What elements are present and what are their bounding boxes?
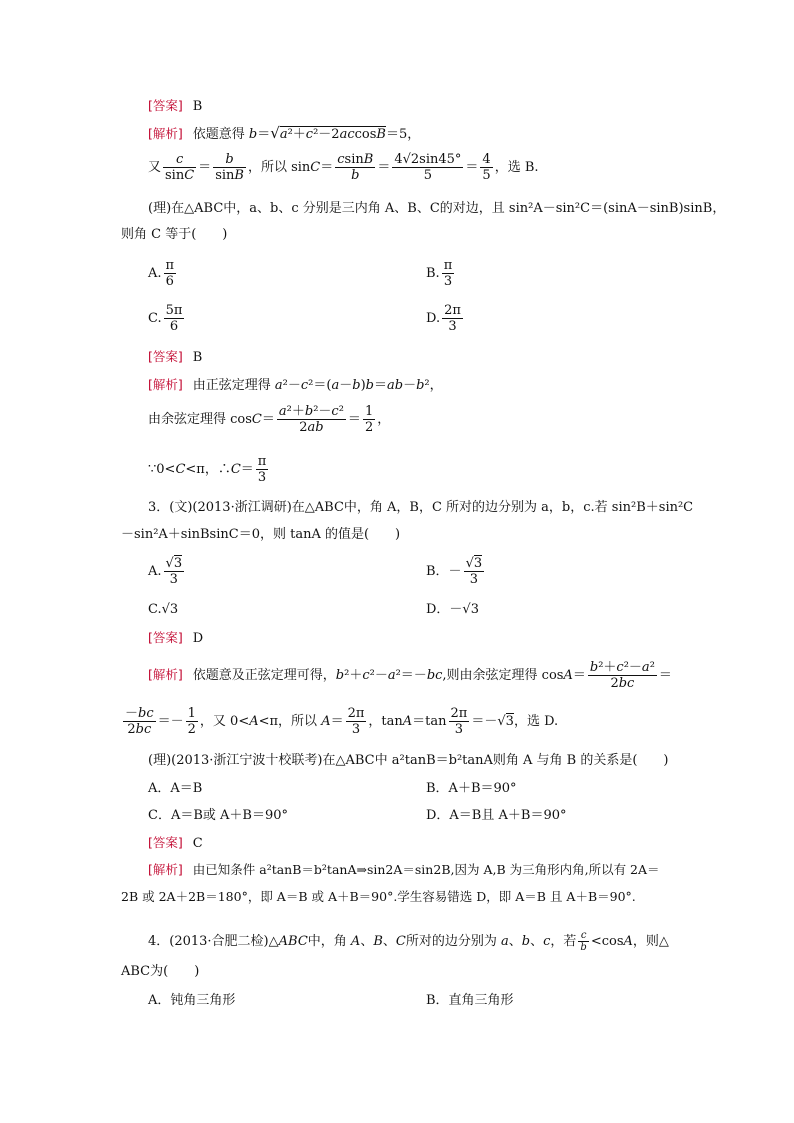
q3a-option-c: C.√3	[148, 602, 179, 617]
q3a-option-b: B．－ $\frac{√3}{3}$	[426, 556, 483, 587]
q4-stem-line1: 4．(2013·合肥二检)△ABC中，角 A、B、C所对的边分别为 a、b、c，若 $\frac{c}{b}$ <cosA，则△	[148, 930, 669, 953]
q3b-option-c: C．A＝B或 A＋B＝90°	[148, 808, 289, 823]
q3a-option-a: A. $\frac{√3}{3}$	[148, 556, 183, 587]
q2b-option-a: A. $\frac{\pi}{6}$	[148, 258, 175, 289]
analysis-tag: [解析]	[148, 377, 183, 392]
q3a-analysis-line2: $\frac{-bc}{2bc}$ ＝－ $\frac{1}{2}$ ，又 0<A<π，所以 A＝ $\frac{2\pi}{3}$ ，tanA＝tan $\frac{2\pi}{3}$ ＝－√3，选 D.	[125, 706, 559, 737]
q2a-answer: B	[192, 99, 203, 114]
answer-tag: [答案]	[148, 98, 183, 113]
analysis-tag: [解析]	[148, 126, 183, 141]
q3a-stem-line2: －sin²A＋sinBsinC＝0，则 tanA 的值是( )	[121, 527, 401, 542]
q3a-answer-line	[148, 629, 203, 648]
q2b-stem-line1: (理)在△ABC中，a、b、c 分别是三内角 A、B、C的对边，且 sin²A－sin²C＝(sinA－sinB)sinB，	[148, 201, 726, 216]
q3a-stem-line1: 3．(文)(2013·浙江调研)在△ABC中，角 A，B，C 所对的边分别为 a，b，c.若 sin²B＋sin²C	[148, 500, 694, 515]
q3a-option-d: D．－√3	[426, 602, 479, 617]
answer-tag: [答案]	[148, 835, 183, 850]
q3b-stem: (理)(2013·浙江宁波十校联考)在△ABC中 a²tanB＝b²tanA则角 A 与角 B 的关系是( )	[148, 753, 669, 768]
analysis-tag: [解析]	[148, 862, 183, 877]
q3b-answer: C	[192, 836, 203, 851]
q2b-analysis-line3: ∵0<C<π，∴C＝ $\frac{\pi}{3}$	[148, 454, 267, 485]
q2b-option-c: C. $\frac{5\pi}{6}$	[148, 303, 183, 334]
q2a-answer-line	[148, 97, 202, 116]
q2b-analysis-line1: [解析] 由正弦定理得 a²－c²＝(a－b)b＝ab－b²，	[148, 377, 443, 393]
q2b-answer: B	[192, 350, 203, 365]
q2a-analysis-line2: 又 $\frac{c}{\sin C}$ ＝ $\frac{b}{\sin B}$ ，所以 sinC＝ $\frac{csinB}{b}$ ＝ $\frac{4√2\sin 45^\circ}{5}$ ＝ $\frac{4}{5}$ ，选 B.	[148, 152, 539, 183]
answer-tag: [答案]	[148, 630, 183, 645]
q2b-answer-line	[148, 348, 202, 367]
q3a-analysis-line1: [解析] 依题意及正弦定理可得，b²＋c²－a²＝－bc,则由余弦定理得 cosA＝ $\frac{\text{b²＋c²－a²}}{2bc}$ ＝	[148, 660, 672, 691]
q3b-analysis-line2: 2B 或 2A＋2B＝180°，即 A＝B 或 A＋B＝90°.学生容易错选 D，即 A＝B 且 A＋B＝90°.	[121, 889, 636, 904]
q3b-answer-line	[148, 834, 203, 853]
q3a-answer: D	[192, 631, 204, 646]
q3b-option-b: B．A＋B＝90°	[426, 781, 517, 796]
answer-tag: [答案]	[148, 349, 183, 364]
analysis-tag: [解析]	[148, 667, 183, 682]
q4-option-b: B．直角三角形	[426, 993, 514, 1008]
q4-stem-line2: ABC为( )	[121, 964, 200, 979]
q2a-analysis-line1: [解析] 依题意得 b＝√a²＋c²－2accosB＝5，	[148, 124, 421, 142]
q3b-analysis-line1: [解析] 由已知条件 a²tanB＝b²tanA⇒sin2A＝sin2B,因为 A,B 为三角形内角,所以有 2A＝	[148, 862, 660, 877]
q2b-option-b: B. $\frac{\pi}{3}$	[426, 258, 453, 289]
q2b-stem-line2: 则角 C 等于( )	[121, 227, 228, 242]
q2b-option-d: D. $\frac{2\pi}{3}$	[426, 303, 461, 334]
q4-option-a: A．钝角三角形	[148, 993, 236, 1008]
q3b-option-d: D．A＝B且 A＋B＝90°	[426, 808, 567, 823]
q3b-option-a: A．A＝B	[148, 781, 203, 796]
q2b-analysis-line2: 由余弦定理得 cosC＝ $\frac{\text{a²＋b²－c²}}{2ab}$ ＝ $\frac{1}{2}$ ，	[148, 404, 391, 435]
